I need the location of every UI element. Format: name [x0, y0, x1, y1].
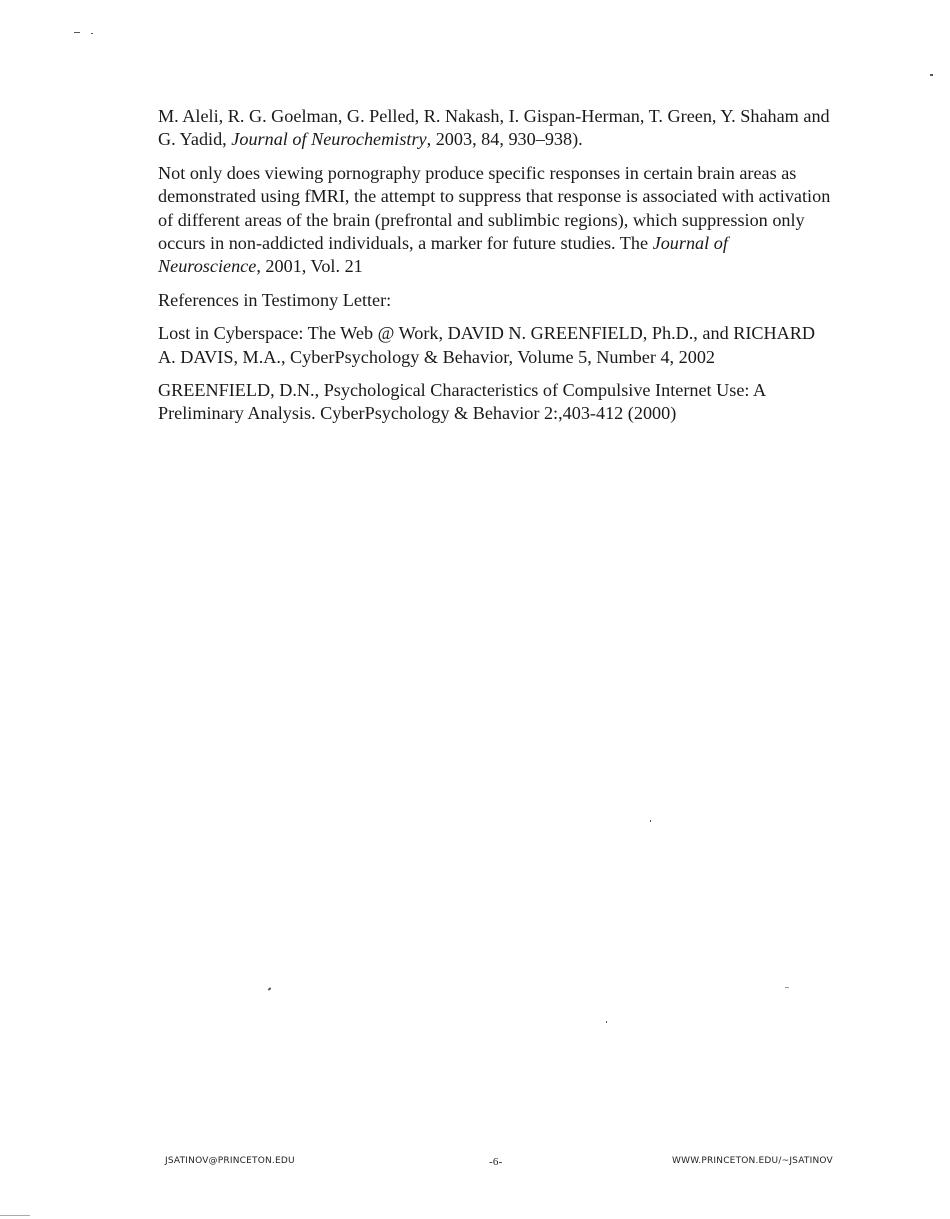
reference-item	[158, 379, 833, 426]
scan-speck	[74, 32, 80, 33]
paragraph-fmri-study	[158, 162, 833, 279]
scan-speck	[0, 1215, 30, 1216]
document-body	[158, 105, 833, 436]
page-footer	[0, 1156, 950, 1170]
scan-speck	[785, 987, 789, 988]
references-heading	[158, 289, 833, 312]
scan-speck	[930, 74, 933, 76]
text-run: Not only does viewing pornography produce specific responses in certain brain areas as demonstrated using fMRI, the attempt to suppress that response is associated with activation of different areas of the brain (prefrontal and sublimbic regions), which suppression only occurs in non-addicted individuals, a marker for future studies. The	[158, 162, 831, 254]
text-run: GREENFIELD, D.N., Psychological Characteristics of Compulsive Internet Use: A Preliminary Analysis. CyberPsychology & Behavior 2:,403-412 (2000)	[158, 380, 766, 424]
journal-title: Journal of Neurochemistry	[231, 129, 427, 150]
text-run: References in Testimony Letter:	[158, 289, 392, 310]
footer-page-number: -6-	[489, 1156, 503, 1168]
text-run: Lost in Cyberspace: The Web @ Work, DAVID N. GREENFIELD, Ph.D., and RICHARD A. DAVIS, M.A., CyberPsychology & Behavior, Volume 5, Number 4, 2002	[158, 323, 816, 367]
text-run: , 2001, Vol. 21	[256, 256, 363, 277]
footer-email: JSATINOV@PRINCETON.EDU	[165, 1156, 295, 1166]
scan-speck	[650, 820, 651, 822]
scan-speck	[91, 33, 93, 34]
scan-speck	[606, 1021, 607, 1023]
paragraph-citation-continuation	[158, 105, 833, 152]
scan-speck	[268, 987, 272, 990]
text-run: , 2003, 84, 930–938).	[426, 129, 583, 150]
journal-title: Journal of Neuroscience	[158, 233, 728, 277]
reference-item	[158, 322, 833, 369]
footer-website: WWW.PRINCETON.EDU/~JSATINOV	[672, 1156, 833, 1166]
text-run: M. Aleli, R. G. Goelman, G. Pelled, R. Nakash, I. Gispan-Herman, T. Green, Y. Shaham and G. Yadid,	[158, 106, 830, 150]
